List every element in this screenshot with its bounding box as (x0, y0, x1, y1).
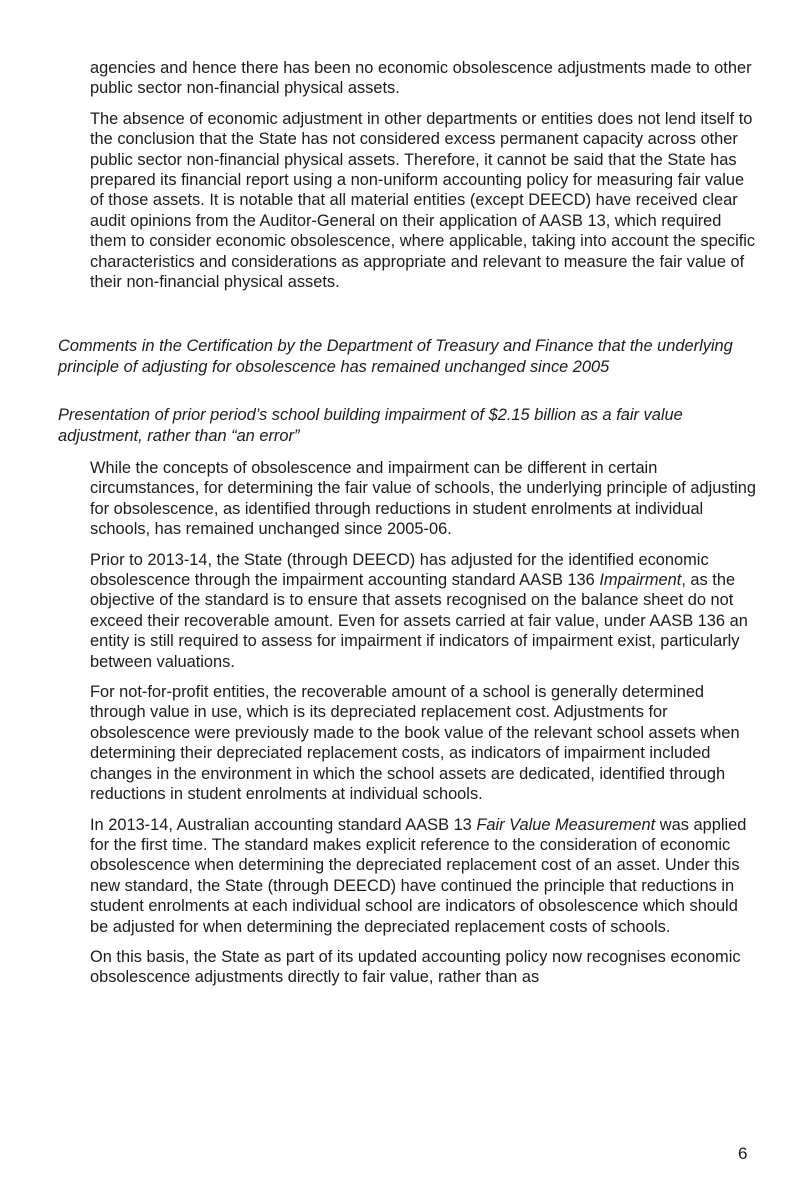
text-run: indicators of impairment exist, particularly between valuations. (90, 632, 740, 671)
page-number: 6 (738, 1144, 748, 1163)
text-run: , as the objective of the standard is to ensure that assets recognised on the balance sheet do not exceed their recoverable amount. Even for assets carried at fair value, under AASB 136 an entity is still required to assess for impairment if (90, 571, 748, 651)
text-run: applied for the first time. The standard makes explicit reference to the consideration of economic obsolescence when determining the depreciated replacement cost of an asset. Under this new standard, the State (through DEECD) have continued the principle that reductions in student enrolments at each individual school are indicators of obsolescence which should be adjusted for when determining the depreciated replacement costs of schools. (90, 815, 747, 936)
paragraph (90, 550, 758, 672)
intro-section (90, 58, 758, 302)
paragraph: agencies and hence there has been no economic obsolescence adjustments made to other public sector non-financial physical assets. (90, 59, 752, 98)
section-heading: Comments in the Certification by the Department of Treasury and Finance that the underlying principle of adjusting for obsolescence has remained unchanged since 2005 (58, 337, 733, 376)
paragraph: For not-for-profit entities, the recoverable amount of a school is generally determined through value in use, which is its depreciated replacement cost. Adjustments for obsolescence were previously made to the book value of the relevant school assets when determining their depreciated replacement costs, as indicators of impairment included changes in the environment in which the school assets are dedicated, identified through reductions in student enrolments at individual schools. (90, 683, 740, 804)
paragraph: On this basis, the State as part of its updated accounting policy now recognises economic obsolescence adjustments directly to fair value, rather than as (90, 947, 741, 987)
text-run: was (655, 815, 694, 834)
text-run: Prior to 2013-14, the State (through DEECD) has adjusted for the identified economic obsolescence through the impairment accounting standard AASB 136 (90, 550, 709, 590)
paragraph: While the concepts of obsolescence and impairment can be different in certain circumstances, for determining the fair value of schools, the underlying principle of adjusting for obsolescence, as identified through reductions in student enrolments at individual schools, has remained unchanged since 2005-06. (90, 459, 756, 539)
standard-title: Fair Value Measurement (476, 815, 656, 834)
body-section (90, 458, 758, 998)
section-heading: Presentation of prior period’s school building impairment of $2.15 billion as a fair value adjustment, rather than “an error” (58, 406, 683, 445)
standard-title: Impairment (599, 571, 682, 590)
text-run: In 2013-14, Australian accounting standard AASB 13 (90, 815, 477, 834)
paragraph: The absence of economic adjustment in other departments or entities does not lend itself to the conclusion that the State has not considered excess permanent capacity across other public sector non-financial physical assets. Therefore, it cannot be said that the State has prepared its financial report using a non-uniform accounting policy for measuring fair value of those assets. It is notable that all material entities (except DEECD) have received clear audit opinions from the Auditor-General on their application of AASB 13, which required them to consider economic obsolescence, where applicable, taking into account the specific characteristics and considerations as appropriate and relevant to measure the fair value of their non-financial physical assets. (90, 109, 756, 292)
paragraph (90, 815, 758, 937)
